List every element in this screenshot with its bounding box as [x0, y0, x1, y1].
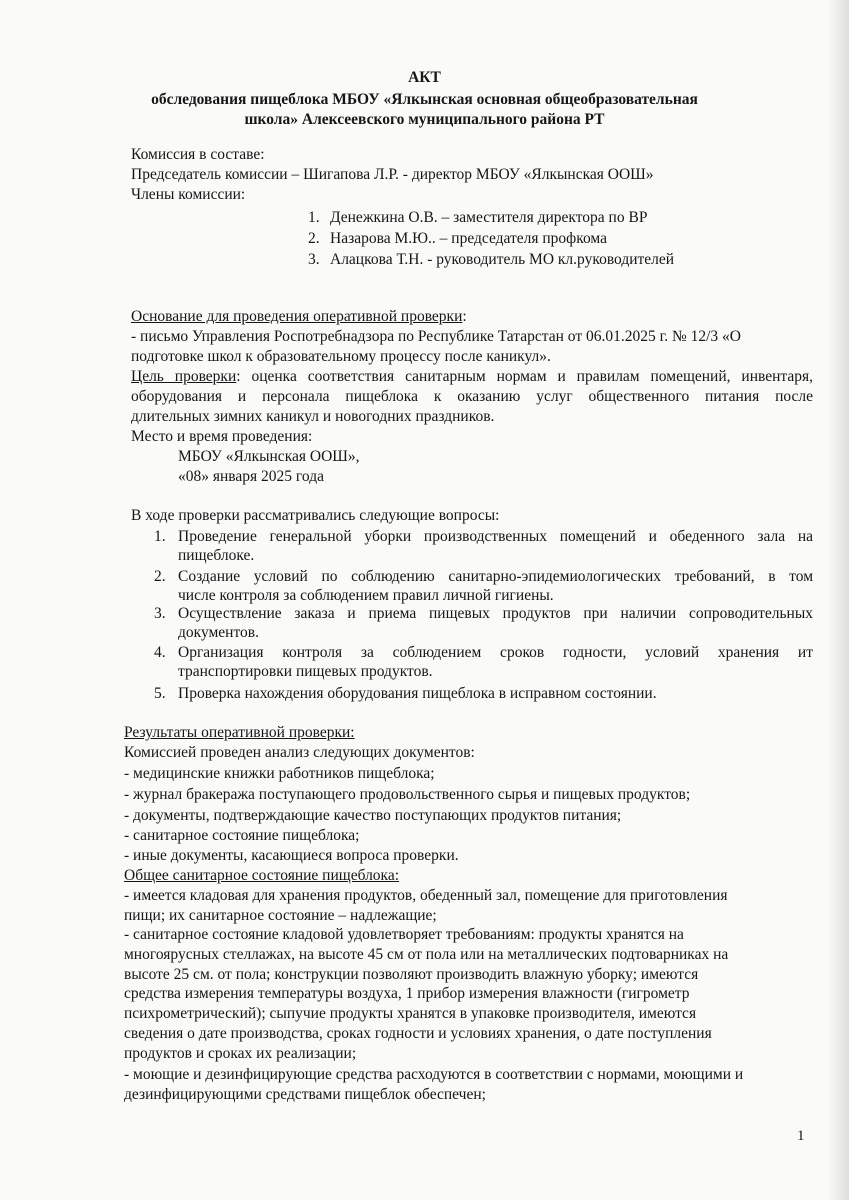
question-text [178, 567, 813, 605]
member-item [308, 208, 647, 227]
doc-subtitle-line2: школа» Алексеевского муниципального района РТ [244, 111, 605, 128]
questions-intro: В ходе проверки рассматривались следующие вопросы: [131, 507, 500, 524]
question-text [178, 527, 813, 565]
doc-subtitle-line1: обследования пищеблока МБОУ «Ялкынская основная общеобразовательная [151, 91, 698, 108]
purpose-line2: оборудования и персонала пищеблока к оказанию услуг общественного питания после [131, 388, 813, 405]
question-line2: транспортировки пищевых продуктов. [178, 663, 433, 680]
question-item [154, 684, 813, 704]
results-doc-item: - медицинские книжки работников пищеблока; [124, 765, 435, 782]
member-text: Назарова М.Ю.. – председателя профкома [330, 230, 608, 247]
member-item [308, 250, 674, 269]
page-number: 1 [797, 1128, 805, 1144]
basis-line2: подготовке школ к образовательному процессу после каникул». [131, 348, 551, 365]
question-line1: Проведение генеральной уборки производственных помещений и обеденного зала на [178, 528, 813, 545]
member-text: Алацкова Т.Н. - руководитель МО кл.руководителей [330, 251, 675, 268]
question-number: 5. [154, 685, 166, 702]
question-item [154, 643, 813, 683]
general-p2-line: продуктов и сроках их реализации; [124, 1045, 357, 1062]
member-number: 3. [308, 251, 320, 268]
question-number: 4. [154, 644, 166, 661]
commission-intro: Комиссия в составе: [131, 146, 265, 163]
general-p2-line: высоте 25 см. от пола; конструкции позволяют производить влажную уборку; имеются [124, 966, 699, 983]
results-doc-item: - санитарное состояние пищеблока; [124, 827, 360, 844]
general-p1-line2: пищи; их санитарное состояние – надлежащие; [124, 907, 437, 924]
commission-members-label: Члены комиссии: [131, 186, 246, 203]
basis-heading-line [131, 307, 467, 326]
member-text: Денежкина О.В. – заместителя директора по ВР [330, 209, 648, 226]
place-label: Место и время проведения: [131, 428, 313, 445]
purpose-line3: длительных зимних каникул и новогодних праздников. [131, 408, 495, 425]
purpose-heading: Цель проверки [131, 368, 237, 385]
doc-title: АКТ [408, 69, 441, 86]
results-doc-item: - документы, подтверждающие качество поступающих продуктов питания; [124, 807, 622, 824]
question-number: 1. [154, 528, 166, 545]
question-line1: Создание условий по соблюдению санитарно-эпидемиологических требований, в том [178, 568, 813, 585]
general-heading: Общее санитарное состояние пищеблока: [124, 867, 400, 884]
member-item [308, 229, 607, 248]
question-line1: Организация контроля за соблюдением сроков годности, условий хранения ит [178, 644, 813, 661]
general-p2-line: средства измерения температуры воздуха, 1 прибор измерения влажности (гигрометр [124, 985, 690, 1002]
general-p1-line1: - имеется кладовая для хранения продуктов, обеденный зал, помещение для приготовления [124, 887, 728, 904]
question-line1: Осуществление заказа и приема пищевых продуктов при наличии сопроводительных [178, 605, 813, 622]
purpose-text-line1: : оценка соответствия санитарным нормам и правилам помещений, инвентаря, [236, 368, 814, 385]
question-text [178, 604, 813, 642]
question-text [178, 643, 813, 681]
general-p2-line: многоярусных стеллажах, на высоте 45 см от пола или на металлических подтоварниках на [124, 946, 729, 963]
question-item [154, 604, 813, 644]
results-heading: Результаты оперативной проверки: [124, 724, 355, 741]
basis-line1: - письмо Управления Роспотребнадзора по Республике Татарстан от 06.01.2025 г. № 12/3 «О [131, 328, 741, 345]
general-p2-line: психрометрический); сыпучие продукты хранятся в упаковке производителя, имеются [124, 1005, 697, 1022]
commission-chair: Председатель комиссии – Шигапова Л.Р. - директор МБОУ «Ялкынская ООШ» [131, 166, 654, 183]
results-doc-item: - иные документы, касающиеся вопроса проверки. [124, 847, 459, 864]
question-text [178, 684, 813, 703]
question-number: 2. [154, 568, 166, 585]
question-number: 3. [154, 605, 166, 622]
results-doc-item: - журнал бракеража поступающего продовольственного сырья и пищевых продуктов; [124, 786, 691, 803]
question-item [154, 567, 813, 607]
question-line1: Проверка нахождения оборудования пищеблока в исправном состоянии. [178, 685, 657, 702]
general-p2-line: сведения о дате производства, сроках годности и условиях хранения, о дате поступления [124, 1025, 712, 1042]
results-intro: Комиссией проведен анализ следующих документов: [124, 744, 475, 761]
general-p3-line2: дезинфицирующими средствами пищеблок обеспечен; [124, 1086, 486, 1103]
general-p2-line: - санитарное состояние кладовой удовлетворяет требованиям: продукты хранятся на [124, 926, 684, 943]
question-line2: пищеблоке. [178, 547, 255, 564]
question-line2: документов. [178, 624, 259, 641]
purpose-line1 [131, 367, 813, 386]
general-p3-line1: - моющие и дезинфицирующие средства расходуются в соответствии с нормами, моющими и [124, 1066, 744, 1083]
place-date: «08» января 2025 года [178, 468, 324, 485]
basis-heading-colon: : [462, 308, 467, 325]
question-item [154, 527, 813, 567]
member-number: 1. [308, 209, 320, 226]
place-location: МБОУ «Ялкынская ООШ», [178, 448, 360, 465]
member-number: 2. [308, 230, 320, 247]
scan-edge-shadow [827, 0, 849, 1200]
basis-heading: Основание для проведения оперативной проверки [131, 308, 463, 325]
question-line2: числе контроля за соблюдением правил личной гигиены. [178, 587, 554, 604]
